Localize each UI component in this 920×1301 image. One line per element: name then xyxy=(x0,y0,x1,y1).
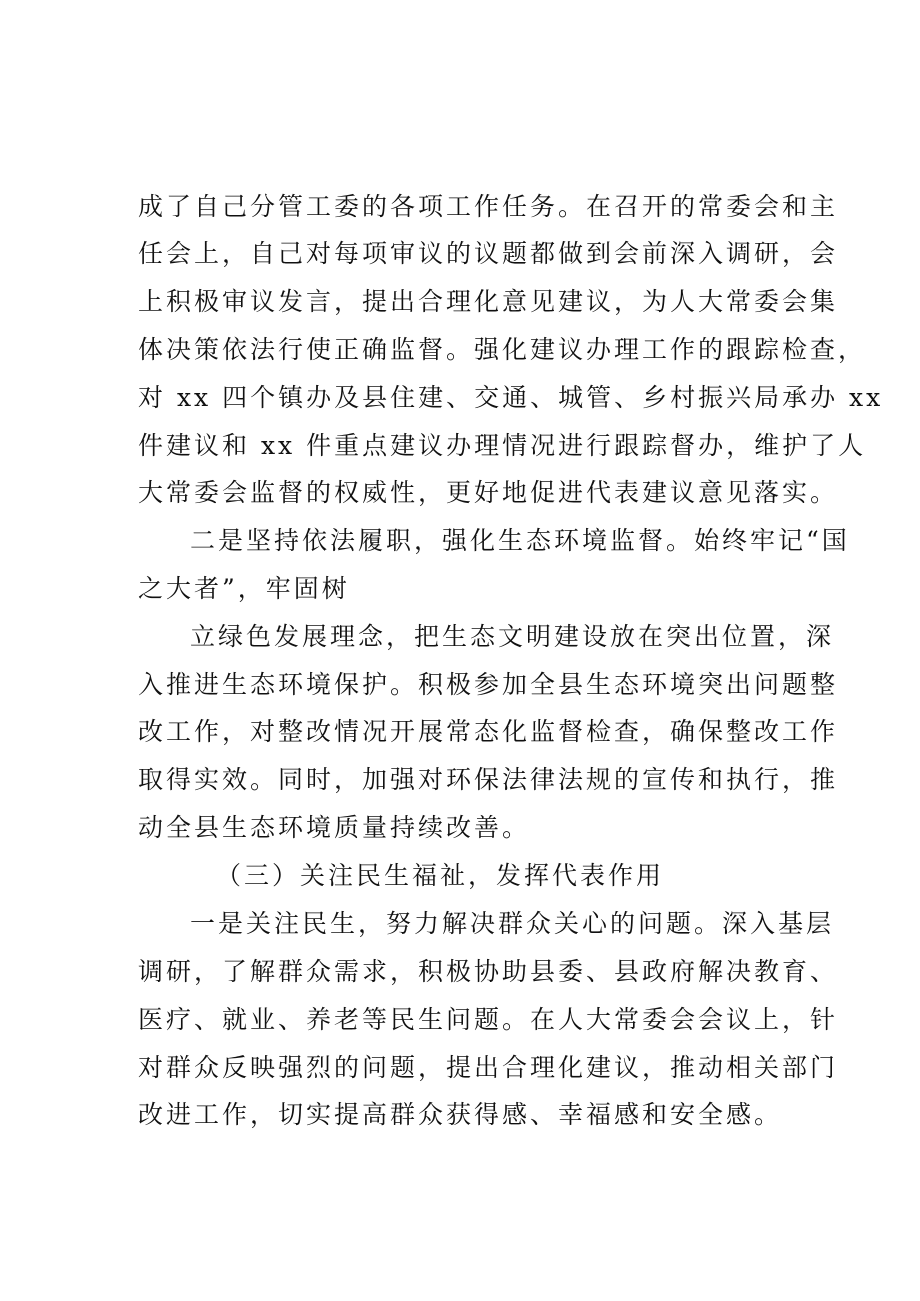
text-line: 改工作，对整改情况开展常态化监督检查，确保整改工作 xyxy=(138,717,839,746)
text-line: 取得实效。同时，加强对环保法律法规的宣传和执行，推 xyxy=(138,765,839,794)
text-line: 之大者”，牢固树 xyxy=(138,574,350,603)
text-line: 体决策依法行使正确监督。强化建议办理工作的跟踪检查， xyxy=(138,335,867,364)
section-heading: （三）关注民生福祉，发挥代表作用 xyxy=(216,861,665,890)
paragraph-start-line: 立绿色发展理念，把生态文明建设放在突出位置，深 xyxy=(190,622,835,651)
text-line: 医疗、就业、养老等民生问题。在人大常委会会议上，针 xyxy=(138,1005,839,1034)
text-line: 大常委会监督的权威性，更好地促进代表建议意见落实。 xyxy=(138,478,839,507)
text-line: 对 xx 四个镇办及县住建、交通、城管、乡村振兴局承办 xx xyxy=(138,383,884,412)
paragraph-start-line: 二是坚持依法履职，强化生态环境监督。始终牢记“国 xyxy=(190,526,850,555)
paragraph-start-line: 一是关注民生，努力解决群众关心的问题。深入基层 xyxy=(190,909,835,938)
text-line: 任会上，自己对每项审议的议题都做到会前深入调研，会 xyxy=(138,239,839,268)
text-line: 对群众反映强烈的问题，提出合理化建议，推动相关部门 xyxy=(138,1053,839,1082)
text-line: 动全县生态环境质量持续改善。 xyxy=(138,813,531,842)
text-line: 调研，了解群众需求，积极协助县委、县政府解决教育、 xyxy=(138,957,839,986)
text-line: 成了自己分管工委的各项工作任务。在召开的常委会和主 xyxy=(138,192,839,221)
text-line: 入推进生态环境保护。积极参加全县生态环境突出问题整 xyxy=(138,670,839,699)
text-line: 件建议和 xx 件重点建议办理情况进行跟踪督办，维护了人 xyxy=(138,431,867,460)
text-line: 改进工作，切实提高群众获得感、幸福感和安全感。 xyxy=(138,1100,783,1129)
text-line: 上积极审议发言，提出合理化意见建议，为人大常委会集 xyxy=(138,287,839,316)
